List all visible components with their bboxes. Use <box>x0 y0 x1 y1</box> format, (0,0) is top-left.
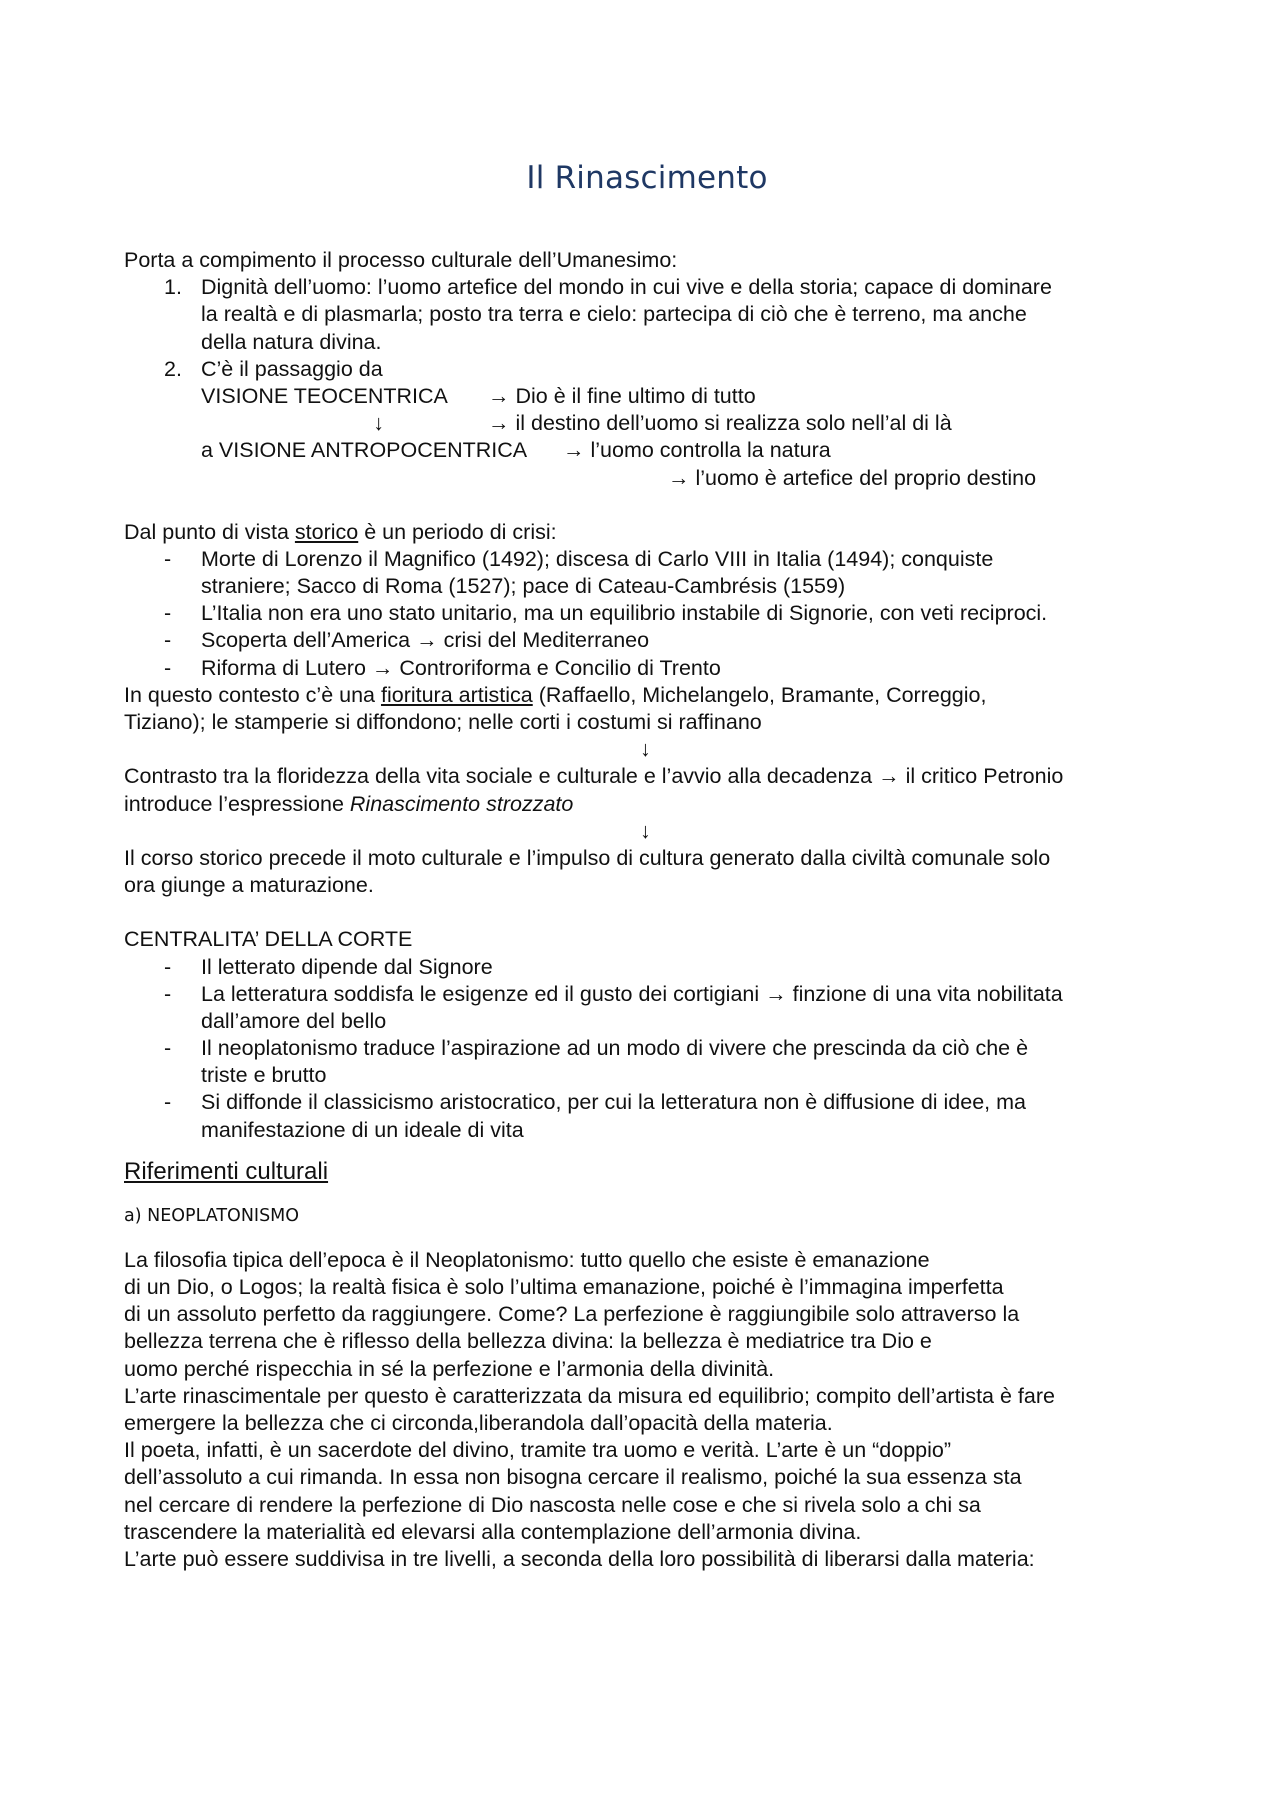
vision-antro-point: → l’uomo controlla la natura <box>563 438 831 463</box>
dash-bullet: - <box>164 981 172 1006</box>
contrasto-line: introduce l’espressione Rinascimento strozzato <box>124 791 574 816</box>
fioritura-line: In questo contesto c’è una fioritura artistica (Raffaello, Michelangelo, Bramante, Correggio, <box>124 682 987 707</box>
section-heading: Riferimenti culturali <box>124 1157 329 1185</box>
list-item: - Scoperta dell’America → crisi del Mediterraneo <box>124 627 1184 654</box>
dash-bullet: - <box>164 655 172 680</box>
document-body <box>124 247 1184 1573</box>
contrasto-line: Contrasto tra la floridezza della vita sociale e culturale e l’avvio alla decadenza → il critico Petronio <box>124 764 1064 789</box>
neoplatonismo-paragraph: La filosofia tipica dell’epoca è il Neoplatonismo: tutto quello che esiste è emanazione di un Dio, o Logos; la realtà fisica è solo l’ultima emanazione, poiché è l’immagina imperfetta di un assoluto perfetto da raggiungere. Come? La perfezione è raggiungibile solo attraverso la bellezza terrena che è riflesso della bellezza divina: la bellezza è mediatrice tra Dio e uomo perché rispecchia in sé la perfezione e l’armonia della divinità. L’arte rinascimentale per questo è caratterizzata da misura ed equilibrio; compito dell’artista è fare emergere la bellezza che ci circonda,liberandola dall’opacità della materia. Il poeta, infatti, è un sacerdote del divino, tramite tra uomo e verità. L’arte è un “doppio” dell’assoluto a cui rimanda. In essa non bisogna cercare il realismo, poiché la sua essenza sta nel cercare di rendere la perfezione di Dio nascosta nelle cose e che si rivela solo a chi sa trascendere la materialità ed elevarsi alla contemplazione dell’armonia divina. L’arte può essere suddivisa in tre livelli, a seconda della loro possibilità di liberarsi dalla materia: <box>124 1247 1055 1571</box>
list-item: - L’Italia non era uno stato unitario, ma un equilibrio instabile di Signorie, con veti reciproci. <box>124 600 1184 627</box>
page-title: Il Rinascimento <box>526 160 768 196</box>
underlined-term: storico <box>294 519 359 544</box>
vision-teocentrica-label: VISIONE TEOCENTRICA <box>201 383 448 408</box>
numbered-item-2 <box>124 356 1184 383</box>
list-item: - Si diffonde il classicismo aristocratico, per cui la letteratura non è diffusione di idee, ma manifestazione di un ideale di vita <box>164 1090 1026 1142</box>
item-text: Dignità dell’uomo: l’uomo artefice del mondo in cui vive e della storia; capace di dominare <box>201 275 1052 300</box>
item-text: la realtà e di plasmarla; posto tra terra e cielo: partecipa di ciò che è terreno, ma anche <box>201 302 1027 327</box>
item-number: 2. <box>164 356 182 381</box>
storico-intro: Dal punto di vista storico è un periodo di crisi: <box>124 519 557 544</box>
vision-antro-point: → l’uomo è artefice del proprio destino <box>668 465 1037 490</box>
list-item: - Il neoplatonismo traduce l’aspirazione ad un modo di vivere che prescinda da ciò che è triste e brutto <box>164 1036 1029 1088</box>
fioritura-line: Tiziano); le stamperie si diffondono; nelle corti i costumi si raffinano <box>124 710 762 734</box>
dash-bullet: - <box>164 546 172 571</box>
vision-diagram <box>124 383 1184 492</box>
vision-teo-point: → il destino dell’uomo si realizza solo nell’al di là <box>488 411 952 436</box>
dash-bullet: - <box>164 1036 172 1061</box>
corso-line: ora giunge a maturazione. <box>124 873 374 898</box>
item-number: 1. <box>164 275 182 300</box>
dash-bullet: - <box>164 954 172 979</box>
vision-teo-point: → Dio è il fine ultimo di tutto <box>488 383 756 408</box>
down-arrow: ↓ <box>373 411 384 436</box>
list-item: - La letteratura soddisfa le esigenze ed il gusto dei cortigiani → finzione di una vita nobilitata dall’amore del bello <box>164 981 1063 1033</box>
vision-antropocentrica-label: a VISIONE ANTROPOCENTRICA <box>201 438 528 463</box>
item-text: della natura divina. <box>201 329 382 354</box>
sub-heading: a) NEOPLATONISMO <box>124 1205 300 1226</box>
list-item: - Morte di Lorenzo il Magnifico (1492); discesa di Carlo VIII in Italia (1494); conquiste straniere; Sacco di Roma (1527); pace di Cateau-Cambrésis (1559) <box>164 546 994 599</box>
corso-line: Il corso storico precede il moto culturale e l’impulso di cultura generato dalla civiltà comunale solo <box>124 845 1051 870</box>
down-arrow: ↓ <box>640 818 651 843</box>
dash-bullet: - <box>164 1090 172 1115</box>
numbered-item-1 <box>124 274 1184 356</box>
storico-list <box>124 546 1184 682</box>
dash-bullet: - <box>164 601 172 626</box>
list-item: - Il letterato dipende dal Signore <box>124 954 1184 981</box>
corte-heading: CENTRALITA’ DELLA CORTE <box>124 927 413 952</box>
underlined-term: fioritura artistica <box>380 682 533 707</box>
italic-term: Rinascimento strozzato <box>349 791 574 816</box>
dash-bullet: - <box>164 628 172 653</box>
item-text: C’è il passaggio da <box>201 356 383 381</box>
corte-list <box>124 954 1184 1144</box>
list-item: - Riforma di Lutero → Controriforma e Concilio di Trento <box>124 655 1184 682</box>
intro-line: Porta a compimento il processo culturale dell’Umanesimo: <box>124 248 678 272</box>
down-arrow: ↓ <box>640 737 651 762</box>
